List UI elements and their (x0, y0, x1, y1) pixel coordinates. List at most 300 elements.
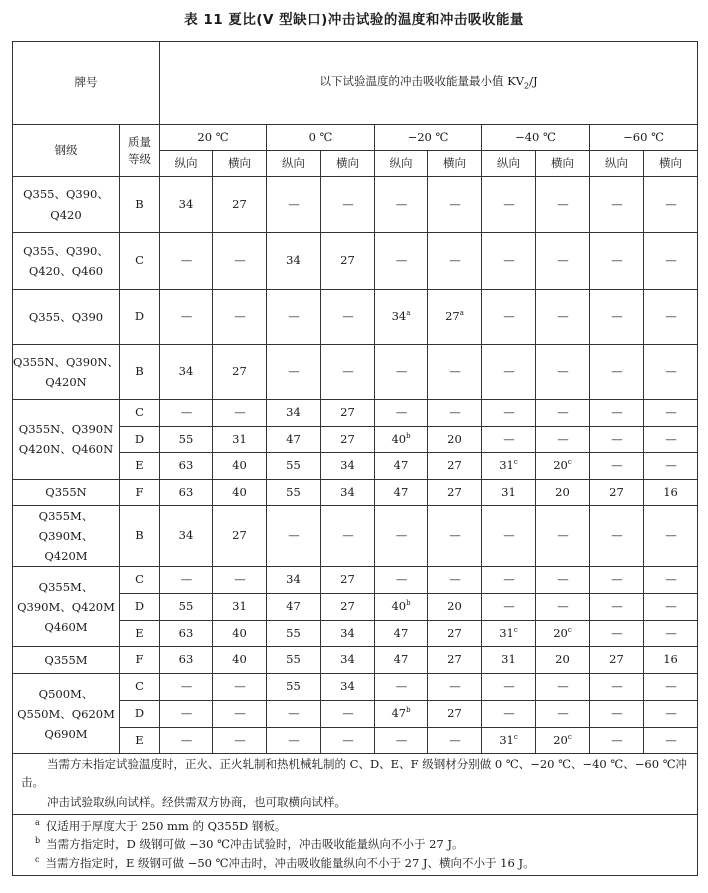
energy-value: — (503, 196, 514, 211)
footnote-marker: b (406, 599, 411, 608)
energy-value: — (288, 528, 299, 543)
energy-value: 27 (447, 458, 462, 473)
energy-value: 47 (391, 705, 407, 720)
energy-value: — (288, 732, 299, 747)
energy-value: — (342, 528, 353, 543)
quality-grade-cell: E (120, 453, 160, 480)
energy-value: — (395, 196, 407, 211)
energy-value: 63 (178, 652, 194, 667)
table-row (13, 345, 698, 400)
energy-value-cell (644, 700, 698, 727)
footnote-marker: b (406, 431, 411, 440)
energy-value: — (395, 364, 407, 379)
energy-value-cell (644, 453, 698, 480)
transverse-header: 横向 (536, 151, 590, 177)
energy-value: — (234, 705, 245, 720)
energy-value-cell (267, 674, 321, 701)
steel-grade-cell: Q355、Q390 (13, 290, 120, 345)
energy-value-cell (267, 400, 321, 427)
energy-value: — (503, 705, 514, 720)
energy-value: — (503, 572, 514, 587)
energy-value-cell (536, 453, 590, 480)
energy-value: 34 (286, 404, 301, 419)
energy-value: 34 (340, 458, 355, 473)
energy-value: 31 (501, 484, 516, 499)
energy-value: — (449, 364, 460, 379)
energy-value: 55 (286, 652, 301, 667)
footnote-marker: c (567, 732, 572, 741)
energy-value: — (342, 196, 353, 211)
footnote-marker: c (567, 625, 572, 634)
note-1: 当需方未指定试验温度时，正火、正火轧制和热机械轧制的 C、D、E、F 级钢材分别做 0 ℃、−20 ℃、−40 ℃、−60 ℃冲击。 (21, 757, 688, 790)
energy-value: 27 (340, 572, 355, 587)
energy-value-cell (590, 505, 644, 566)
energy-value-cell (482, 177, 536, 233)
energy-value: 55 (286, 625, 301, 640)
energy-value-cell (160, 594, 213, 621)
energy-value: 31 (501, 652, 516, 667)
energy-value-cell (267, 594, 321, 621)
quality-grade-cell: F (120, 479, 160, 505)
steel-header: 钢级 (13, 125, 120, 177)
energy-value: 34 (340, 652, 355, 667)
energy-value-cell (428, 700, 482, 727)
footnote-marker: a (406, 309, 411, 318)
energy-value: — (611, 431, 622, 446)
footnote-mark: c (35, 855, 40, 864)
longitudinal-header: 纵向 (482, 151, 536, 177)
energy-value: 27 (340, 431, 355, 446)
energy-value-cell (644, 177, 698, 233)
steel-grade-cell: Q355M、 Q390M、Q420M Q460M (13, 567, 120, 647)
energy-value: — (180, 309, 192, 324)
energy-value: 16 (663, 484, 678, 499)
energy-value-cell (321, 426, 375, 453)
energy-value: 31 (232, 598, 247, 613)
energy-value-cell (428, 727, 482, 754)
energy-value: — (557, 528, 568, 543)
energy-value-cell (375, 567, 428, 594)
table-row (13, 674, 698, 701)
energy-value-cell (590, 674, 644, 701)
energy-value-cell (160, 727, 213, 754)
energy-value: — (342, 309, 353, 324)
energy-value: 27 (609, 484, 624, 499)
energy-value-cell (536, 727, 590, 754)
energy-value-cell (267, 700, 321, 727)
energy-value: 31 (232, 431, 247, 446)
energy-value: 31 (499, 625, 514, 640)
energy-value-cell (375, 345, 428, 400)
energy-value-cell (482, 505, 536, 566)
quality-grade-cell: D (120, 290, 160, 345)
footnote-mark: b (35, 836, 41, 846)
energy-value: — (665, 431, 676, 446)
energy-value: — (557, 196, 568, 211)
energy-value: — (503, 431, 514, 446)
energy-value: — (234, 732, 245, 747)
energy-value-cell (213, 453, 267, 480)
footnote-marker: c (567, 458, 572, 467)
energy-value-cell (160, 567, 213, 594)
energy-value-cell (644, 290, 698, 345)
energy-value-cell (644, 426, 698, 453)
energy-value: — (395, 253, 407, 268)
energy-value-cell (482, 233, 536, 290)
energy-value: — (234, 572, 245, 587)
energy-value: 55 (286, 679, 301, 694)
energy-value: — (611, 253, 622, 268)
energy-value: 27 (232, 528, 247, 543)
energy-value: — (288, 705, 299, 720)
energy-value-cell (160, 290, 213, 345)
energy-value-cell (160, 479, 213, 505)
energy-value-cell (536, 400, 590, 427)
energy-value: 20 (555, 652, 570, 667)
energy-value-cell (375, 400, 428, 427)
energy-value-cell (375, 233, 428, 290)
energy-value-cell (160, 647, 213, 674)
energy-value-cell (375, 453, 428, 480)
energy-value: 34 (178, 196, 194, 211)
energy-value: — (665, 458, 676, 473)
energy-value-cell (321, 453, 375, 480)
transverse-header: 横向 (428, 151, 482, 177)
energy-value-cell (267, 453, 321, 480)
energy-value-cell (160, 620, 213, 647)
energy-value-cell (482, 453, 536, 480)
energy-value: — (449, 196, 460, 211)
quality-grade-cell: B (120, 177, 160, 233)
energy-value-cell (160, 453, 213, 480)
energy-value-cell (213, 647, 267, 674)
energy-value-cell (267, 620, 321, 647)
energy-value-cell (213, 505, 267, 566)
energy-value: — (665, 625, 676, 640)
energy-value: — (503, 528, 514, 543)
note-2: 冲击试验取纵向试样。经供需双方协商，也可取横向试样。 (47, 794, 346, 809)
energy-label: 以下试验温度的冲击吸收能量最小值 KV (319, 74, 525, 89)
energy-value-cell (160, 345, 213, 400)
energy-value: — (180, 572, 192, 587)
energy-value-cell (428, 426, 482, 453)
energy-value: 55 (178, 598, 194, 613)
energy-value: — (665, 364, 676, 379)
energy-value-cell (213, 426, 267, 453)
table-row (13, 567, 698, 594)
energy-value-cell (267, 479, 321, 505)
energy-value-cell (213, 345, 267, 400)
energy-value: — (557, 705, 568, 720)
energy-value-cell (321, 177, 375, 233)
energy-value-cell (644, 620, 698, 647)
energy-value-cell (321, 479, 375, 505)
energy-value: 47 (393, 652, 409, 667)
energy-value: — (665, 404, 676, 419)
energy-value: 47 (393, 484, 409, 499)
energy-value-cell (536, 479, 590, 505)
quality-grade-cell: C (120, 567, 160, 594)
energy-value: 55 (286, 484, 301, 499)
energy-value: 34 (391, 309, 407, 324)
energy-value-cell (375, 647, 428, 674)
energy-value-cell (536, 505, 590, 566)
temperature-header: 0 ℃ (267, 125, 375, 151)
energy-value-cell (321, 700, 375, 727)
energy-value-cell (267, 233, 321, 290)
energy-value: 31 (499, 458, 514, 473)
energy-value-cell (536, 567, 590, 594)
transverse-header: 横向 (644, 151, 698, 177)
energy-value-cell (644, 727, 698, 754)
energy-value-cell (482, 479, 536, 505)
energy-value: — (342, 732, 353, 747)
energy-value: — (395, 404, 407, 419)
energy-value: — (234, 253, 245, 268)
steel-grade-cell: Q355M (13, 647, 120, 674)
steel-grade-cell: Q355N、Q390N Q420N、Q460N (13, 400, 120, 480)
energy-value: 27 (340, 598, 355, 613)
energy-value-cell (644, 567, 698, 594)
energy-value-cell (536, 345, 590, 400)
footnotes-cell (13, 814, 698, 875)
footnote-text: 仅适用于厚度大于 250 mm 的 Q355D 钢板。 (45, 818, 287, 833)
energy-value-cell (482, 567, 536, 594)
energy-value: 34 (178, 364, 194, 379)
energy-value: 47 (393, 458, 409, 473)
footnote-marker: a (459, 309, 464, 318)
energy-value-cell (160, 426, 213, 453)
energy-value: — (557, 431, 568, 446)
energy-sub: 2 (524, 81, 530, 91)
energy-value-cell (590, 345, 644, 400)
longitudinal-header: 纵向 (375, 151, 428, 177)
energy-header (160, 42, 698, 125)
energy-value-cell (644, 233, 698, 290)
energy-value: — (449, 732, 460, 747)
energy-value-cell (375, 727, 428, 754)
energy-value-cell (590, 620, 644, 647)
energy-value-cell (160, 233, 213, 290)
energy-value-cell (536, 700, 590, 727)
footnote-text: 当需方指定时，E 级钢可做 −50 ℃冲击时，冲击吸收能量纵向不小于 27 J、横向不小于 16 J。 (45, 855, 535, 870)
steel-grade-cell: Q355、Q390、 Q420 (13, 177, 120, 233)
energy-value-cell (536, 594, 590, 621)
energy-value: 27 (340, 253, 355, 268)
energy-value: — (665, 309, 676, 324)
steel-grade-cell: Q500M、 Q550M、Q620M Q690M (13, 674, 120, 754)
energy-value-cell (321, 290, 375, 345)
energy-value-cell (321, 647, 375, 674)
energy-value: 63 (178, 484, 194, 499)
energy-value-cell (213, 567, 267, 594)
longitudinal-header: 纵向 (267, 151, 321, 177)
energy-value-cell (375, 290, 428, 345)
energy-value-cell (267, 177, 321, 233)
energy-value: — (180, 253, 192, 268)
energy-value-cell (267, 647, 321, 674)
energy-value: 16 (663, 652, 678, 667)
energy-value: — (503, 404, 514, 419)
energy-value: — (557, 679, 568, 694)
energy-value: — (234, 404, 245, 419)
quality-grade-cell: D (120, 700, 160, 727)
footnote-marker: c (513, 458, 518, 467)
energy-value: — (611, 705, 622, 720)
energy-value-cell (375, 700, 428, 727)
energy-value-cell (482, 647, 536, 674)
energy-value-cell (213, 290, 267, 345)
energy-value-cell (536, 426, 590, 453)
energy-value: — (503, 253, 514, 268)
energy-value: — (288, 364, 299, 379)
energy-value: 20 (447, 431, 462, 446)
table-row (13, 647, 698, 674)
energy-unit: /J (529, 74, 538, 89)
energy-value: — (665, 572, 676, 587)
energy-value: 34 (340, 484, 355, 499)
energy-value-cell (590, 400, 644, 427)
energy-value: 40 (232, 484, 247, 499)
energy-value: — (557, 598, 568, 613)
header-row-temperature (13, 125, 698, 151)
quality-grade-cell: D (120, 594, 160, 621)
footnote-marker: b (406, 706, 411, 715)
energy-value: 55 (178, 431, 194, 446)
energy-value-cell (536, 290, 590, 345)
energy-value-cell (536, 620, 590, 647)
energy-value-cell (428, 594, 482, 621)
energy-value: — (611, 458, 622, 473)
grade-header: 牌号 (13, 42, 160, 125)
energy-value-cell (267, 727, 321, 754)
energy-value-cell (590, 426, 644, 453)
energy-value-cell (213, 177, 267, 233)
energy-value-cell (213, 674, 267, 701)
energy-value-cell (536, 647, 590, 674)
table-row (13, 505, 698, 566)
energy-value: 27 (447, 625, 462, 640)
energy-value-cell (321, 594, 375, 621)
energy-value: — (611, 679, 622, 694)
energy-value-cell (375, 594, 428, 621)
energy-value-cell (213, 479, 267, 505)
energy-value-cell (590, 594, 644, 621)
energy-value: 47 (286, 431, 301, 446)
header-row-grade (13, 42, 698, 125)
energy-value-cell (482, 700, 536, 727)
energy-value-cell (590, 290, 644, 345)
energy-value: 27 (232, 196, 247, 211)
energy-value: 27 (445, 309, 460, 324)
footnote-text: 当需方指定时，D 级钢可做 −30 ℃冲击试验时，冲击吸收能量纵向不小于 27 J。 (46, 837, 464, 852)
energy-value-cell (482, 426, 536, 453)
note-cell (13, 754, 698, 814)
table-row (13, 233, 698, 290)
energy-value: 31 (499, 732, 514, 747)
energy-value-cell (644, 674, 698, 701)
energy-value: 34 (178, 528, 194, 543)
energy-value-cell (428, 505, 482, 566)
energy-value: — (665, 528, 676, 543)
energy-value: — (611, 625, 622, 640)
energy-value: 47 (286, 598, 301, 613)
energy-value-cell (213, 594, 267, 621)
energy-value-cell (590, 727, 644, 754)
energy-value-cell (644, 505, 698, 566)
energy-value-cell (213, 400, 267, 427)
energy-value-cell (482, 345, 536, 400)
energy-value: — (342, 364, 353, 379)
energy-value-cell (428, 177, 482, 233)
longitudinal-header: 纵向 (160, 151, 213, 177)
energy-value: 63 (178, 458, 194, 473)
energy-value-cell (160, 674, 213, 701)
energy-value: 27 (232, 364, 247, 379)
energy-value: 20 (447, 598, 462, 613)
energy-value: — (557, 572, 568, 587)
energy-value: 27 (609, 652, 624, 667)
steel-grade-cell: Q355、Q390、 Q420、Q460 (13, 233, 120, 290)
energy-value-cell (644, 594, 698, 621)
quality-grade-cell: F (120, 647, 160, 674)
table-row (13, 479, 698, 505)
energy-value: — (449, 253, 460, 268)
energy-value: — (665, 705, 676, 720)
energy-value: 40 (232, 458, 247, 473)
quality-grade-cell: C (120, 400, 160, 427)
energy-value-cell (428, 479, 482, 505)
energy-value: 20 (555, 484, 570, 499)
temperature-header: 20 ℃ (160, 125, 267, 151)
energy-value: — (395, 572, 407, 587)
table-title: 表 11 夏比(V 型缺口)冲击试验的温度和冲击吸收能量 (184, 12, 524, 28)
energy-value: — (395, 528, 407, 543)
energy-value: 40 (232, 652, 247, 667)
quality-grade-cell: E (120, 727, 160, 754)
energy-value: — (449, 679, 460, 694)
energy-value: — (611, 196, 622, 211)
energy-value-cell (267, 290, 321, 345)
energy-value: 40 (232, 625, 247, 640)
energy-value-cell (590, 233, 644, 290)
energy-value: — (234, 309, 245, 324)
footnote-mark: a (35, 817, 40, 827)
energy-value: — (288, 309, 299, 324)
energy-value: — (665, 253, 676, 268)
energy-value-cell (590, 647, 644, 674)
energy-value: 34 (286, 572, 301, 587)
energy-value-cell (428, 345, 482, 400)
energy-value-cell (375, 479, 428, 505)
energy-value-cell (213, 620, 267, 647)
energy-value: — (503, 364, 514, 379)
temperature-header: −60 ℃ (590, 125, 698, 151)
energy-value-cell (375, 505, 428, 566)
quality-grade-cell: B (120, 345, 160, 400)
energy-value: 47 (393, 625, 409, 640)
energy-value: 20 (553, 732, 568, 747)
energy-value: — (557, 309, 568, 324)
steel-grade-cell: Q355N、Q390N、 Q420N (13, 345, 120, 400)
energy-value-cell (213, 700, 267, 727)
energy-value: 34 (340, 625, 355, 640)
energy-value: — (395, 679, 407, 694)
footnote-marker: c (513, 732, 518, 741)
energy-value-cell (590, 479, 644, 505)
energy-value: — (503, 679, 514, 694)
energy-value-cell (428, 400, 482, 427)
